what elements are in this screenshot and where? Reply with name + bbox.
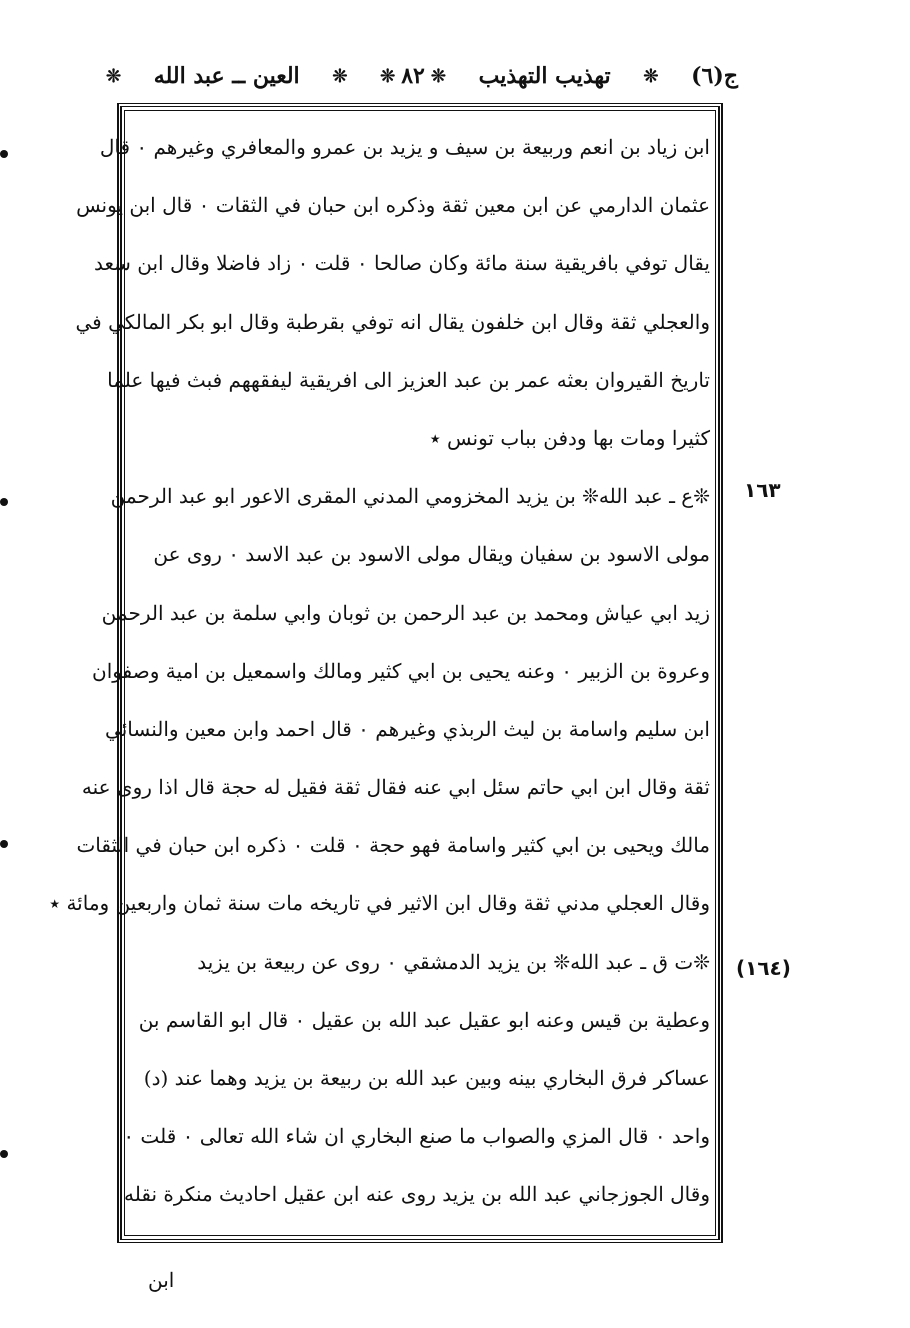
entry-163-heading-line: ❊ع ـ عبد الله❊ بن يزيد المخزومي المدني المقرى الاعور ابو عبد الرحمن (110, 484, 710, 509)
binding-mark (0, 1150, 8, 1158)
text-line: واحد ٠ قال المزي والصواب ما صنع البخاري ان شاء الله تعالى ٠ قلت ٠ (123, 1124, 710, 1149)
running-header (106, 54, 738, 98)
body-text (49, 118, 710, 1224)
text-line: ثقة وقال ابن ابي حاتم سئل ابي عنه فقال ثقة فقيل له حجة قال اذا روى عنه (81, 775, 710, 800)
binding-mark (0, 840, 8, 848)
text-line: ابن زياد بن انعم وربيعة بن سيف و يزيد بن عمرو والمعافري وغيرهم ٠ قال (99, 135, 710, 159)
text-line: كثيرا ومات بها ودفن بباب تونس ٭ (429, 425, 710, 450)
text-line: مالك ويحيى بن ابي كثير واسامة فهو حجة ٠ قلت ٠ ذكره ابن حبان في الثقات (76, 833, 710, 858)
text-line: عساكر فرق البخاري بينه وبين عبد الله بن ربيعة بن يزيد وهما عند (د) (143, 1066, 710, 1090)
ornament-icon: ❊ (380, 65, 396, 87)
ornament-icon: ❊ (332, 65, 348, 87)
ornament-icon: ❊ (643, 65, 659, 87)
text-line: ابن سليم واسامة بن ليث الربذي وغيرهم ٠ قال احمد وابن معين والنسائي (105, 716, 710, 741)
text-line: وقال الجوزجاني عبد الله بن يزيد روى عنه ابن عقيل احاديث منكرة نقله (124, 1182, 710, 1207)
catchword: ابن (148, 1268, 175, 1292)
header-section: العين ــ عبد الله (153, 63, 300, 89)
text-line: وعروة بن الزبير ٠ وعنه يحيى بن ابي كثير ومالك واسمعيل بن امية وصفوان (92, 658, 710, 683)
binding-mark (0, 150, 8, 158)
header-page-block (380, 63, 446, 89)
ornament-icon: ❊ (106, 65, 122, 87)
header-volume: ج(٦) (691, 63, 738, 89)
text-line: وعطية بن قيس وعنه ابو عقيل عبد الله بن عقيل ٠ قال ابو القاسم بن (138, 1007, 710, 1032)
text-line: تاريخ القيروان بعثه عمر بن عبد العزيز الى افريقية ليفقههم فبث فيها علما (107, 367, 710, 392)
text-line: يقال توفي بافريقية سنة مائة وكان صالحا ٠ قلت ٠ زاد فاضلا وقال ابن سعد (93, 251, 710, 276)
page-number: ٨٢ (401, 63, 425, 89)
entry-164-heading-line: ❊ت ق ـ عبد الله❊ بن يزيد الدمشقي ٠ روى عن ربيعة بن يزيد (197, 949, 710, 974)
ornament-icon: ❊ (430, 65, 446, 87)
binding-mark (0, 498, 8, 506)
entry-number-163: ١٦٣ (744, 478, 781, 502)
header-book-title: تهذيب التهذيب (478, 63, 611, 89)
text-line: مولى الاسود بن سفيان ويقال مولى الاسود بن عبد الاسد ٠ روى عن (153, 542, 710, 567)
text-line: عثمان الدارمي عن ابن معين ثقة وذكره ابن حبان في الثقات ٠ قال ابن يونس (76, 193, 710, 218)
entry-number-164: (١٦٤) (736, 956, 791, 980)
text-line: زيد ابي عياش ومحمد بن عبد الرحمن بن ثوبان وابي سلمة بن عبد الرحمن (101, 600, 710, 625)
text-line: والعجلي ثقة وقال ابن خلفون يقال انه توفي بقرطبة وقال ابو بكر المالكي في (75, 309, 710, 334)
text-line: وقال العجلي مدني ثقة وقال ابن الاثير في تاريخه مات سنة ثمان واربعين ومائة ٭ (49, 891, 710, 916)
